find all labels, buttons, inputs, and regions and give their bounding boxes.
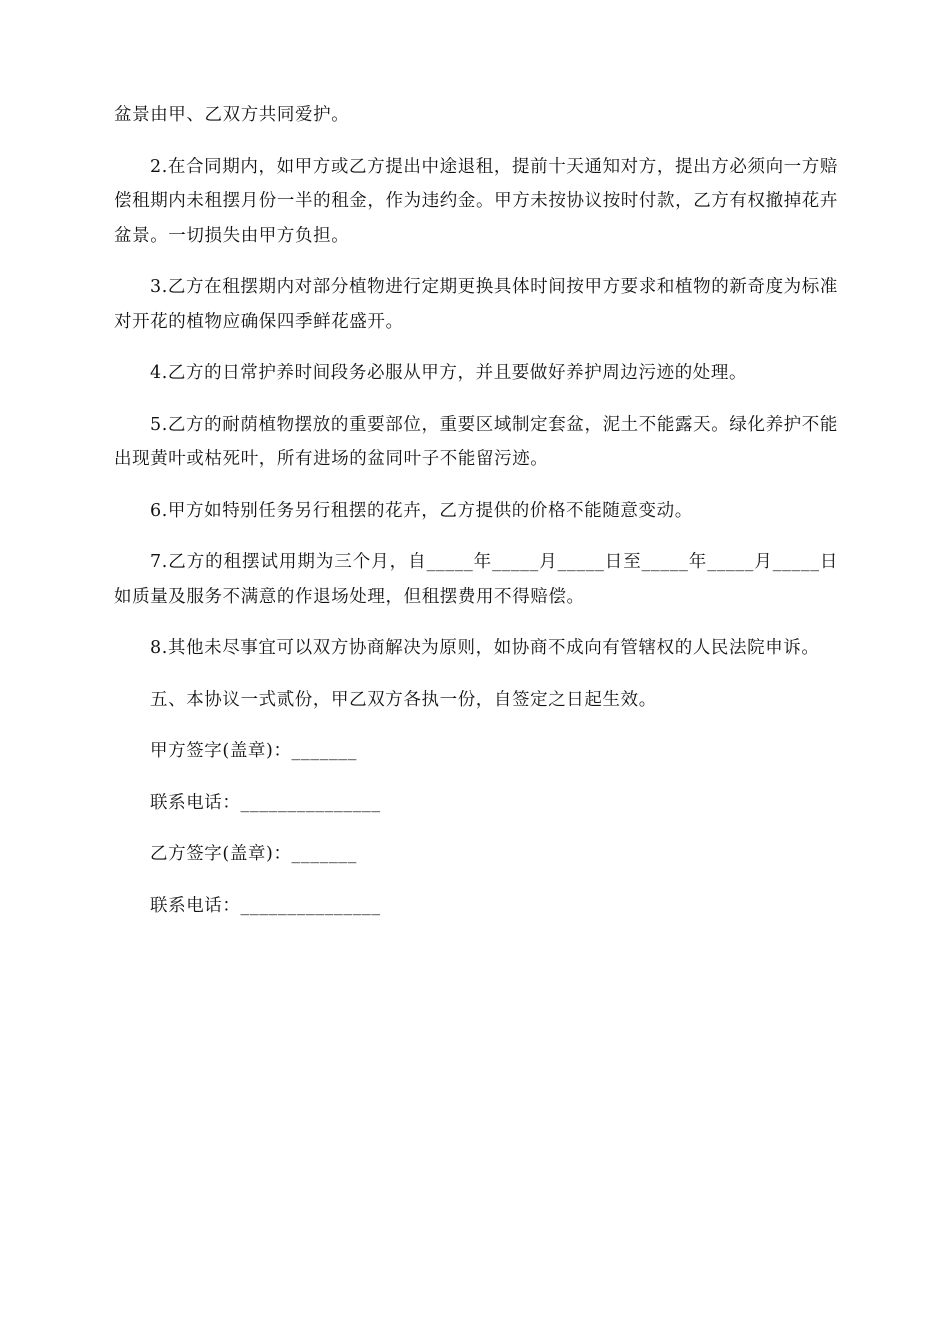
party-a-signature-field: 甲方签字(盖章)：_______: [150, 741, 358, 761]
party-b-phone-field: 联系电话：_______________: [150, 895, 381, 916]
document-page: [114, 98, 838, 940]
clause-3: 3.乙方在租摆期内对部分植物进行定期更换具体时间按甲方要求和植物的新奇度为标准对开花的植物应确保四季鲜花盛开。: [114, 277, 838, 332]
clause-2: 2.在合同期内，如甲方或乙方提出中途退租，提前十天通知对方，提出方必须向一方赔偿租期内未租摆月份一半的租金，作为违约金。甲方未按协议按时付款，乙方有权撤掉花卉盆景。一切损失由甲方负担。: [114, 156, 838, 246]
clause-6: 6.甲方如特别任务另行租摆的花卉，乙方提供的价格不能随意变动。: [150, 500, 693, 521]
clause-4: 4.乙方的日常护养时间段务必服从甲方，并且要做好养护周边污迹的处理。: [150, 363, 748, 383]
paragraph-continuation: 盆景由甲、乙双方共同爱护。: [114, 105, 350, 125]
clause-7: 7.乙方的租摆试用期为三个月，自_____年_____月_____日至_____年_____月_____日如质量及服务不满意的作退场处理，但租摆费用不得赔偿。: [114, 552, 838, 607]
clause-8: 8.其他未尽事宜可以双方协商解决为原则，如协商不成向有管辖权的人民法院申诉。: [150, 638, 820, 658]
clause-5: 5.乙方的耐荫植物摆放的重要部位，重要区域制定套盆，泥土不能露天。绿化养护不能出现黄叶或枯死叶，所有进场的盆同叶子不能留污迹。: [114, 414, 838, 469]
section-5-effect: 五、本协议一式贰份，甲乙双方各执一份，自签定之日起生效。: [150, 689, 657, 710]
party-a-phone-field: 联系电话：_______________: [150, 792, 381, 813]
party-b-signature-field: 乙方签字(盖章)：_______: [150, 844, 358, 864]
